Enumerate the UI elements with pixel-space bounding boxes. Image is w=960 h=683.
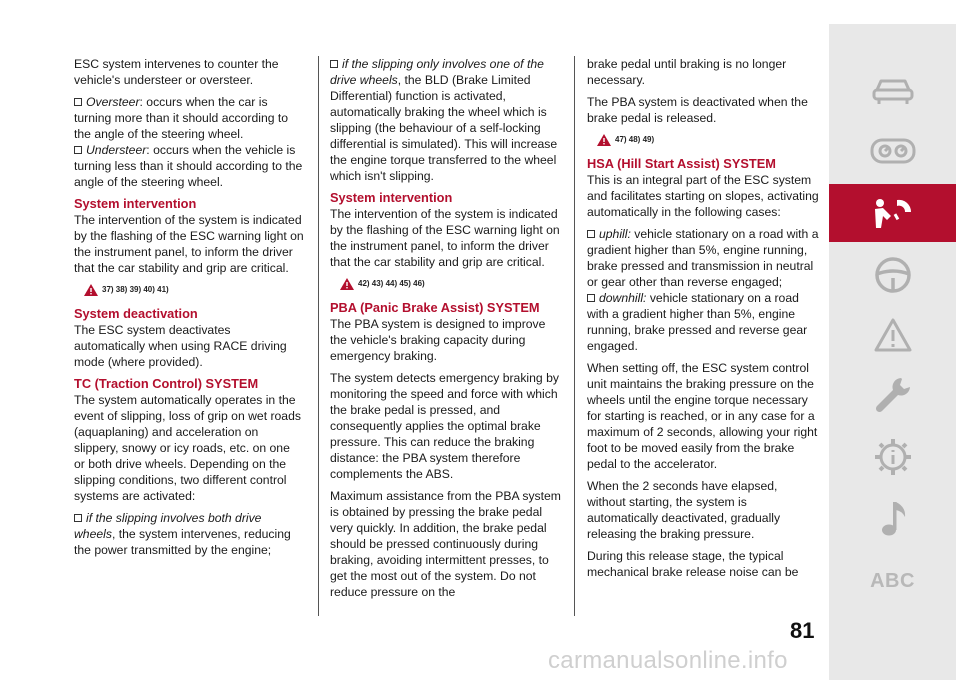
- list-text: vehicle stationary on a road with a gradient higher than 5%, engine running, brake pressed and transmission in neutral or gear other than reverse engaged;: [587, 227, 819, 289]
- paragraph: The system detects emergency braking by monitoring the speed and force with which the brake pedal is pressed, and consequently applies the optimal brake pressure. This can reduce the braking distance: the PBA system therefore complements the ABS.: [330, 371, 559, 481]
- warning-triangle-icon: [873, 317, 913, 353]
- paragraph: When setting off, the ESC system control unit maintains the braking pressure on the wheels until the engine torque necessary for starting is reached, or in any case for a maximum of 2 seconds, allowing your right foot to be moved easily from the brake pedal to the accelerator.: [587, 361, 818, 471]
- paragraph: This is an integral part of the ESC system and facilitates starting on slopes, activating automatically in the following cases:: [587, 173, 819, 219]
- column-divider: [574, 56, 575, 616]
- list-text: , the BLD (Brake Limited Differential) function is activated, automatically braking the wheel which is slipping (the behaviour of a self-locking differential is simulated). This will increase the engine torque transferred to the wheel which isn't slipping.: [330, 73, 558, 183]
- warning-icon: [340, 278, 354, 290]
- bullet-icon: [330, 60, 338, 68]
- list-item: [74, 142, 304, 190]
- watermark: carmanualsonline.info: [548, 647, 788, 674]
- gear-info-icon: [873, 437, 913, 477]
- list-item: [74, 94, 304, 142]
- sidebar-item-starting-driving[interactable]: [829, 246, 956, 304]
- section-heading: HSA (Hill Start Assist) SYSTEM: [587, 156, 776, 171]
- paragraph: ESC system intervenes to counter the vehicle's understeer or oversteer.: [74, 57, 279, 87]
- term: downhill:: [599, 291, 647, 305]
- paragraph: The PBA system is designed to improve the vehicle's braking capacity during emergency braking.: [330, 317, 546, 363]
- term: if the slipping involves both drive wheels: [74, 511, 262, 541]
- paragraph: The ESC system deactivates automatically when using RACE driving mode (where provided).: [74, 323, 287, 369]
- paragraph: The system automatically operates in the event of slipping, loss of grip on wet roads (aquaplaning) and acceleration on slippery, snowy or icy roads, etc. on one or both drive wheels. Depending on the slipping conditions, two different control systems are activated:: [74, 393, 301, 503]
- paragraph: Maximum assistance from the PBA system is obtained by pressing the brake pedal very quickly. In addition, the brake pedal should be pressed continuously during braking, avoiding intermittent presses, to get the most out of the system. Do not reduce pressure on the: [330, 489, 561, 599]
- abc-label: ABC: [870, 569, 915, 592]
- list-item: [74, 510, 304, 558]
- sidebar-item-multimedia[interactable]: [829, 490, 956, 548]
- list-item: [587, 226, 819, 290]
- section-heading: System intervention: [74, 196, 197, 211]
- bullet-icon: [587, 230, 595, 238]
- column-2: [330, 56, 562, 606]
- sidebar-item-safety[interactable]: [829, 184, 956, 242]
- sidebar-item-technical-data[interactable]: [829, 428, 956, 486]
- warning-refs: 42) 43) 44) 45) 46): [358, 279, 425, 288]
- section-heading: System intervention: [330, 190, 453, 205]
- list-item: [330, 56, 562, 184]
- column-divider: [318, 56, 319, 616]
- term: uphill:: [599, 227, 631, 241]
- warning-icon: [84, 284, 98, 296]
- warning-reference: [340, 276, 562, 292]
- sidebar-item-emergency[interactable]: [829, 306, 956, 364]
- paragraph: brake pedal until braking is no longer necessary.: [587, 57, 787, 87]
- paragraph: When the 2 seconds have elapsed, without starting, the system is automatically deactivated, gradually releasing the braking pressure.: [587, 479, 781, 541]
- chapter-sidebar: [829, 24, 956, 680]
- instrument-panel-icon: [870, 138, 916, 164]
- safety-airbag-icon: [871, 196, 915, 230]
- term: Oversteer: [86, 95, 140, 109]
- paragraph: The PBA system is deactivated when the brake pedal is released.: [587, 95, 808, 125]
- paragraph: The intervention of the system is indicated by the flashing of the ESC warning light on the instrument panel, to inform the driver that the car stability and grip are critical.: [74, 213, 304, 275]
- column-3: [587, 56, 819, 586]
- list-text: , the system intervenes, reducing the power transmitted by the engine;: [74, 527, 291, 557]
- section-heading: System deactivation: [74, 306, 198, 321]
- list-text: : occurs when the car is turning more than it should according to the angle of the steering wheel.: [74, 95, 289, 141]
- term: Understeer: [86, 143, 147, 157]
- bullet-icon: [74, 98, 82, 106]
- section-heading: TC (Traction Control) SYSTEM: [74, 376, 259, 391]
- list-item: [587, 290, 819, 354]
- steering-wheel-icon: [874, 256, 912, 294]
- bullet-icon: [74, 514, 82, 522]
- wrench-icon: [873, 375, 913, 415]
- warning-refs: 37) 38) 39) 40) 41): [102, 285, 169, 294]
- warning-icon: [597, 134, 611, 146]
- sidebar-item-car[interactable]: [829, 62, 956, 120]
- warning-refs: 47) 48) 49): [615, 135, 655, 144]
- sidebar-item-index[interactable]: [829, 552, 956, 610]
- car-icon: [871, 77, 915, 105]
- warning-reference: [597, 132, 819, 148]
- section-heading: PBA (Panic Brake Assist) SYSTEM: [330, 300, 540, 315]
- list-text: vehicle stationary on a road with a gradient higher than 5%, engine running, brake pressed and reverse gear engaged.: [587, 291, 808, 353]
- paragraph: The intervention of the system is indicated by the flashing of the ESC warning light on the instrument panel, to inform the driver that the car stability and grip are critical.: [330, 207, 560, 269]
- music-note-icon: [876, 499, 910, 539]
- sidebar-item-instruments[interactable]: [829, 122, 956, 180]
- sidebar-item-maintenance[interactable]: [829, 366, 956, 424]
- list-text: : occurs when the vehicle is turning less than it should according to the angle of the steering wheel.: [74, 143, 303, 189]
- bullet-icon: [587, 294, 595, 302]
- paragraph: During this release stage, the typical mechanical brake release noise can be: [587, 549, 799, 579]
- warning-reference: [84, 282, 304, 298]
- column-1: [74, 56, 304, 564]
- term: if the slipping only involves one of the drive wheels: [330, 57, 544, 87]
- bullet-icon: [74, 146, 82, 154]
- page-number: 81: [790, 618, 815, 643]
